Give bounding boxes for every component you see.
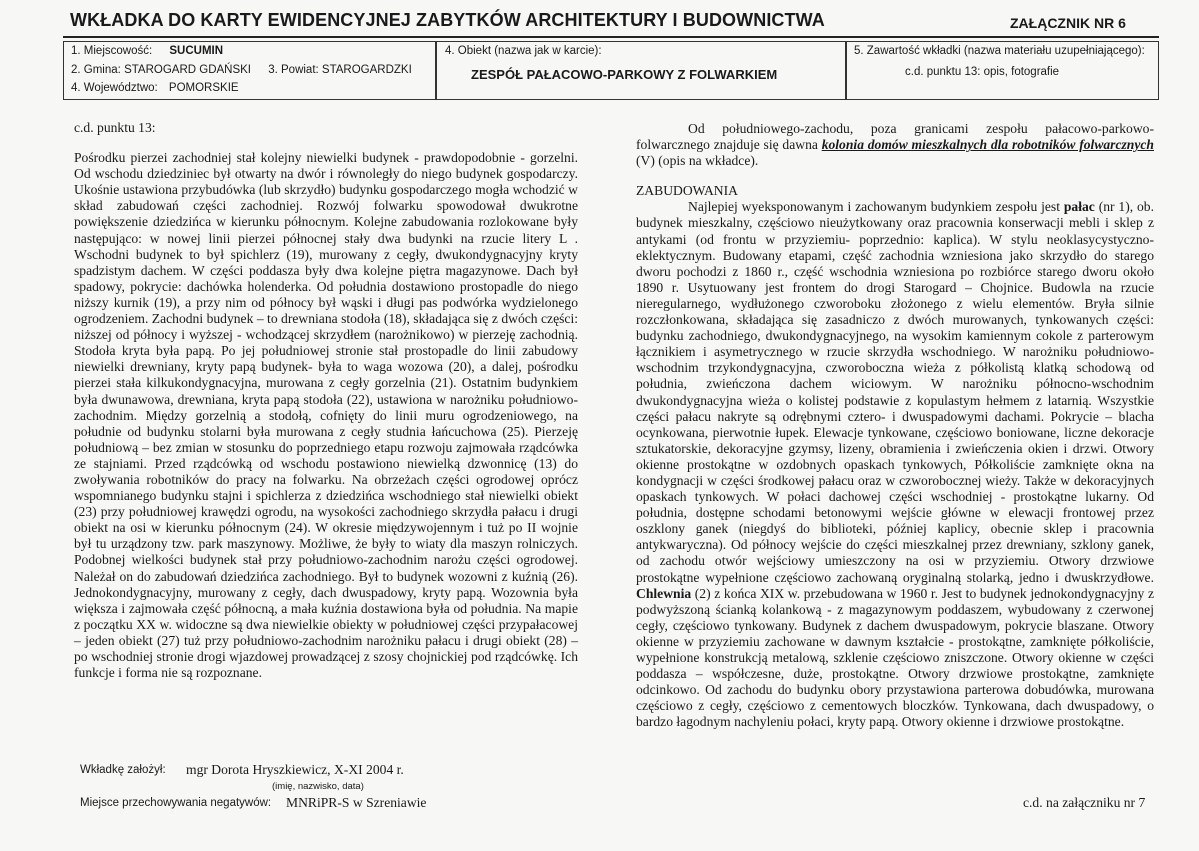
storage-label: Miejsce przechowywania negatywów:	[80, 797, 272, 809]
content-value: c.d. punktu 13: opis, fotografie	[905, 66, 1060, 78]
continued-note: c.d. na załączniku nr 7	[1023, 795, 1146, 810]
right-intro	[636, 121, 1154, 169]
palace-description: (nr 1), ob. budynek mieszkalny, częściowo nieużytkowany oraz pracownia konserwacji mebli i sklep z antykami (od frontu w przyziemiu- poprzednio: kaplica). W stylu neoklasycystyczno-eklektycznym. Budowany etapami, część zachodnia wzniesiona jako skrzydło do starego dworu pochodzi z 1860 r., część wschodnia wzniesiona po rozbiórce starego dworu około 1890 r. Usytuowany jest frontem do drogi Starogard – Chojnice. Budowla na rzucie nieregularnego, wydłużonego czworoboku złożonego z wielu elementów. Bryła silnie rozczłonkowana, składająca się zasadniczo z dwóch murowanych, tynkowanych części: budynku zachodniego, dwukondygnacyjnego, na wysokim kamiennym cokole z parterowym łącznikiem i asymetrycznego w rzucie skrzydła wschodniego. W narożniku południowo-wschodnim trzykondygnacyjna, czworoboczna wieża z półkolistą klatką schodową od południa, zwieńczona dachem wiciowym. W narożniku północno-wschodnim dwukondygnacyjna wieża o kolistej podstawie z kopulastym hełmem z latarnią. Wszystkie części pałacu nakryte są odrębnymi cztero- i dwuspadowymi dachami. Pokrycie – blacha ocynkowana, pierwotnie łupek. Elewacje tynkowane, częściowo boniowane, liczne dekoracje sztukatorskie, dekoracyjne gzymsy, lizeny, obramienia i zwieńczenia okien i drzwi. Otwory okienne prostokątne w ozdobnych opaskach tynkowych, Półkoliście zamknięte okna na kondygnacji w części środkowej pałacu oraz w czworobocznej wieży. Także w dekoracyjnych opaskach tynkowych. W połaci dachowej części wschodniej - prostokątne lukarny. Od południa, dostępne schodami betonowymi wejście główne w elewacji frontowej przez oszklony ganek (niegdyś do biblioteki, później kaplicy, obecnie sklep i pracownia antykwaryczna). Od północy wejście do części mieszkalnej przez drewniany, szklony ganek, od zachodu otwór wejściowy umieszczony na osi w przyziemiu. Otwory drzwiowe prostokątne wypełnione częściowo zachowaną oryginalną stolarką, jedno i dwuskrzydłowe.	[636, 199, 1154, 585]
right-column	[636, 121, 1154, 730]
location-box	[63, 41, 436, 100]
left-heading: c.d. punktu 13:	[74, 120, 156, 135]
piggery-term: Chlewnia	[636, 585, 692, 601]
intro-text: Od południowego-zachodu, poza granicami zespołu pałacowo-parkowo-folwarcznego znajduje się dawna	[636, 121, 1154, 153]
palace-intro: Najlepiej wyeksponowanym i zachowanym budynkiem zespołu jest	[688, 199, 1060, 215]
gmina-label: 2. Gmina:	[71, 64, 121, 76]
header-rule	[63, 36, 1159, 38]
storage-value: MNRiPR-S w Szreniawie	[286, 795, 427, 810]
content-box	[846, 41, 1159, 100]
author-hint: (imię, nazwisko, data)	[272, 781, 364, 792]
place-value: SUCUMIN	[169, 45, 224, 57]
left-column	[74, 120, 578, 681]
author-label: Wkładkę założył:	[80, 764, 166, 776]
left-paragraph: Pośrodku pierzei zachodniej stał kolejny niewielki budynek - prawdopodobnie - gorzelni. Od wschodu dziedziniec był otwarty na dwór i równoległy do niego budynek gospodarczy. Ukośnie ustawiona przybudówka (lub skrzydło) budynku gospodarczego mogła wchodzić w skład zabudowań części zachodniej. Rozwój folwarku spowodował dwukrotne powiększenie dziedzińca w kierunku północnym. Kolejne zabudowania rozlokowane były następująco: w nowej linii pierzei północnej stały dwa budynki na rzucie litery L . Wschodni budynek to był spichlerz (19), murowany z cegły, dwukondygnacyjny kryty spadzistym dachem. W części poddasza były dwa kolejne piętra magazynowe. Dach był spadowy, pokrycie: dachówka holenderka. Od południa dostawiono prostopadle do niego niższy kurnik (19), a przy nim od północy był wąski i długi pas podwórka wydzielonego ogrodzeniem. Zachodni budynek – to drewniana stodoła (18), składająca się z dwóch części: niższej od północy i wyższej - wchodzącej skrzydłem (narożnikowo) w pierzeję zachodnią. Stodoła kryta była papą. Po jej południowej stronie stał prostopadle do linii zabudowy niewielki drewniany, kryty papą budynek- była to waga wozowa (20), a dalej, pośrodku pierzei stała kilkukondygnacyjna, murowana z cegły gorzelnia (21). Ostatnim budynkiem była dwunawowa, drewniana, kryta papą stodoła (22), ustawiona w narożniku południowo-zachodnim. Między gorzelnią a stodołą, cofnięty do linii muru ogrodzeniowego, na południe od budynku stolarni była murowana z cegły studnia łańcuchowa (25). Pierzeję południową – bez zmian w stosunku do poprzedniego etapu rozwoju zajmowała rządcówka ze stajniami. Przed rządcówką od wschodu postawiono niewielką dzwonnicę (13) do zwoływania robotników do pracy na folwarku. Na obrzeżach części ogrodowej oprócz wspomnianego budynku stajni i spichlerza z dziedzińca wschodniego stał niewielki obiekt (23) przy południowej krawędzi ogrodu, na wysokości zachodniego skrzydła pałacu i drugi obiekt na osi w kierunku północnym (24). W okresie międzywojennym i tuż po II wojnie był tu urządzony tzw. park maszynowy. Możliwe, że były to wiaty dla maszyn rolniczych. Podobnej wielkości budynek stał przy południowo-zachodnim narożu części ogrodowej. Należał on do zabudowań dziedzińca zachodniego. Był to budynek wozowni z kuźnią (26). Jednokondygnacyjny, murowany z cegły, dach dwuspadowy, kryty papą. Wozownia była większa i zajmowała część północną, a mała kuźnia dostawiona była od południa. Na mapie z początku XX w. widoczne są dwa niewielkie obiekty w południowej części przypałacowej – jeden obiekt (27) tuż przy południowo-zachodnim narożniku pałacu i drugi obiekt (28) – po wschodniej stronie drogi wjazdowej prowadzącej z szosy chojnickiej pod rządcówkę. Ich funkcje i forma nie są rozpoznane.	[74, 150, 578, 681]
intro-note: (V) (opis na wkładce).	[636, 153, 759, 169]
annex-number: ZAŁĄCZNIK NR 6	[1010, 15, 1126, 31]
document-title: WKŁADKA DO KARTY EWIDENCYJNEJ ZABYTKÓW ARCHITEKTURY I BUDOWNICTWA	[70, 10, 825, 30]
author-value: mgr Dorota Hryszkiewicz, X-XI 2004 r.	[186, 762, 404, 777]
object-box	[436, 41, 846, 100]
content-label: 5. Zawartość wkładki (nazwa materiału uzupełniającego):	[854, 45, 1145, 57]
workers-colony-reference: kolonia domów mieszkalnych dla robotników folwarcznych	[821, 137, 1154, 153]
buildings-paragraph	[636, 199, 1154, 730]
voivodeship-label: 4. Województwo:	[71, 82, 158, 94]
powiat-value: STAROGARDZKI	[321, 64, 412, 76]
object-label: 4. Obiekt (nazwa jak w karcie):	[445, 45, 602, 57]
gmina-value: STAROGARD GDAŃSKI	[124, 64, 252, 76]
voivodeship-value: POMORSKIE	[168, 82, 239, 94]
powiat-label: 3. Powiat:	[268, 64, 319, 76]
object-value: ZESPÓŁ PAŁACOWO-PARKOWY Z FOLWARKIEM	[471, 67, 778, 82]
palace-term: pałac	[1063, 199, 1095, 215]
section-title: ZABUDOWANIA	[636, 183, 738, 199]
piggery-description: (2) z końca XIX w. przebudowana w 1960 r. Jest to budynek jednokondygnacyjny z podwyższoną ścianką kolankową - z magazynowym poddaszem, wybudowany z czerwonej cegły, częściowo tynkowany. Budynek z dachem dwuspadowym, pokrycie blaszane. Otwory okienne w przyziemiu zachowane w dawnym kształcie - prostokątne, zamknięte półkoliście, wypełnione konstrukcją metalową, szklenie częściowo zniszczone. Otwory okienne w części poddasza – współczesne, duże, prostokątne. Otwory drzwiowe prostokątne, zamknięte odcinkowo. Od zachodu do budynku obory przystawiona parterowa dobudówka, murowana częściowo z cegły, częściowo z cementowych bloczków. Tynkowana, dach dwuspadowy, o bardzo łagodnym nachyleniu połaci, kryty papą. Otwory okienne i drzwiowe prostokątne.	[636, 585, 1154, 730]
place-label: 1. Miejscowość:	[71, 45, 153, 57]
